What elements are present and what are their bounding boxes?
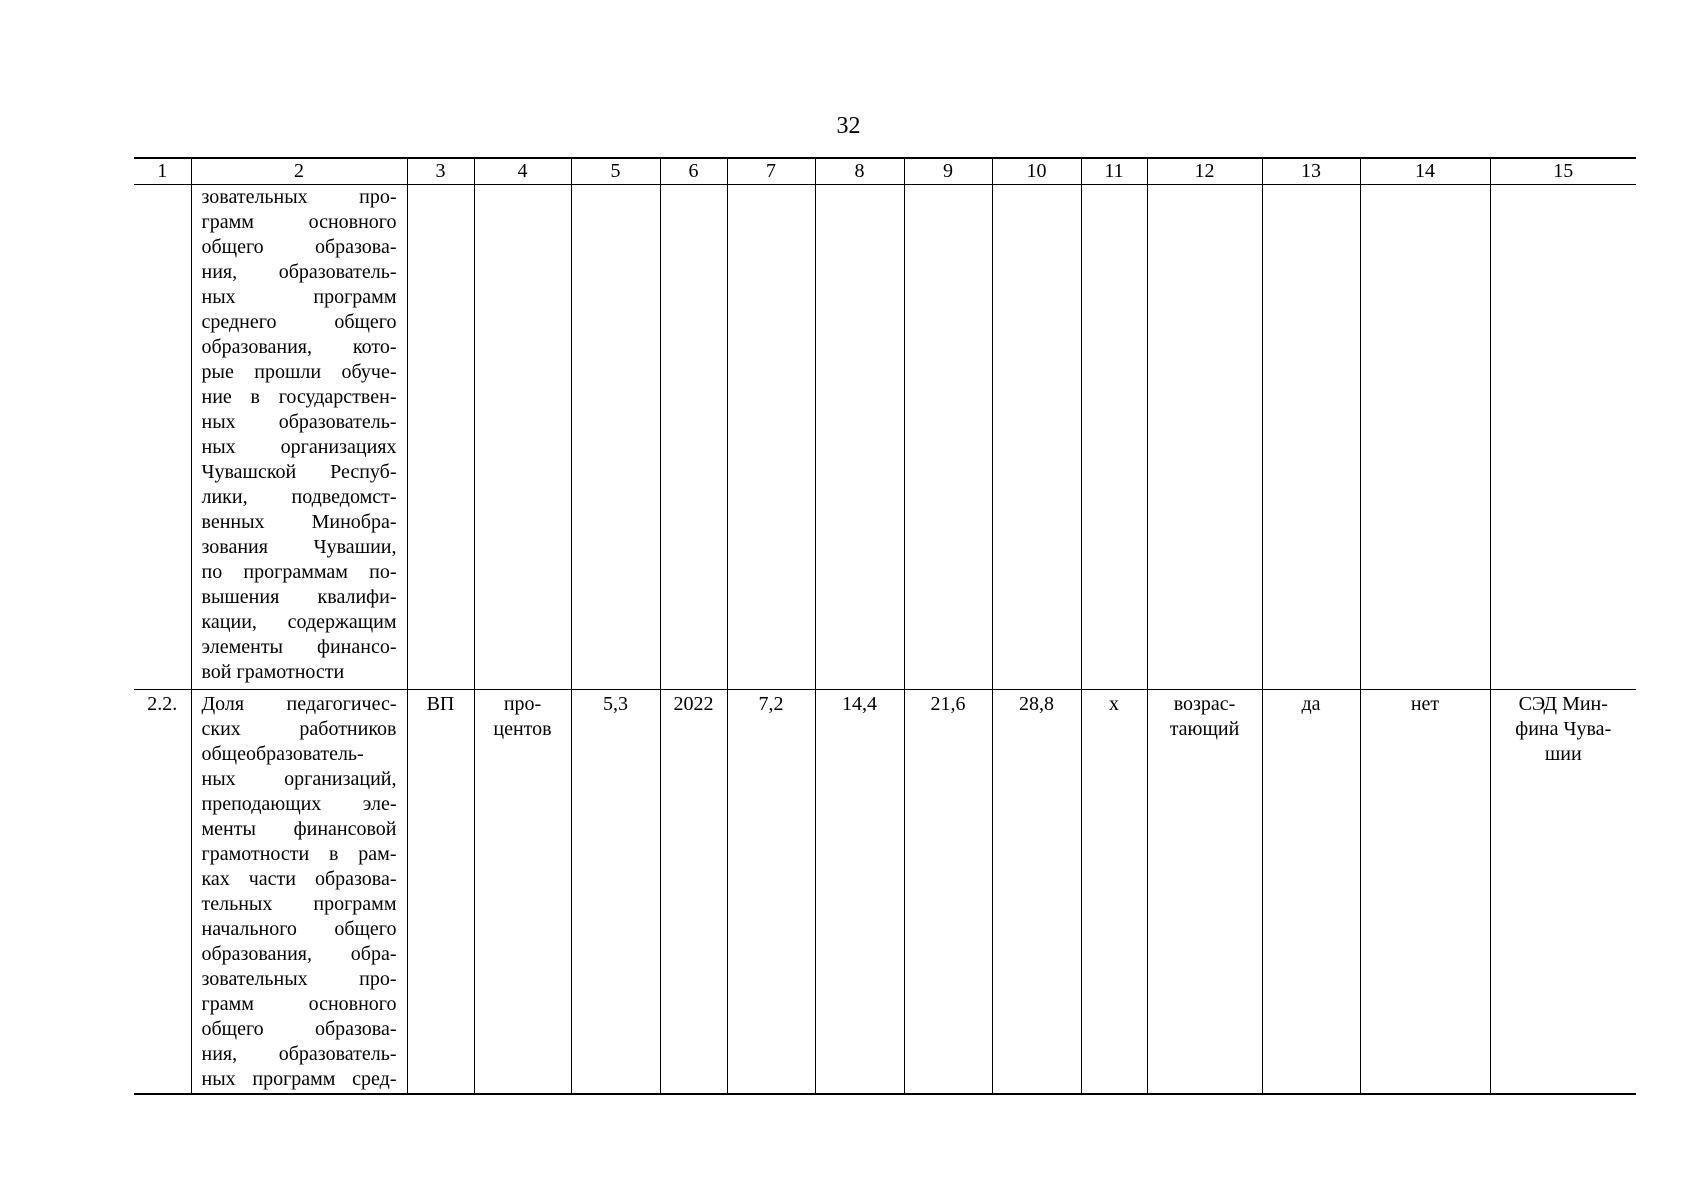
- trend-line: возрас-: [1173, 693, 1236, 715]
- column-header: 6: [660, 158, 727, 185]
- description-line: ских работников: [201, 718, 397, 740]
- cell-col13: да: [1262, 690, 1360, 1095]
- column-header: 13: [1262, 158, 1360, 185]
- cell-description: [191, 690, 407, 1095]
- column-header: 5: [571, 158, 660, 185]
- cell-trend: [1147, 690, 1262, 1095]
- cell-empty: [474, 185, 571, 690]
- description-line: тельных программ: [201, 893, 397, 915]
- description-line: лики, подведомст-: [201, 486, 397, 508]
- column-header: 11: [1081, 158, 1147, 185]
- description-line: ния, образователь-: [201, 261, 397, 283]
- description-line: зования Чувашии,: [201, 536, 397, 558]
- column-header: 3: [407, 158, 474, 185]
- cell-empty: [1147, 185, 1262, 690]
- description-line: кации, содержащим: [201, 611, 397, 633]
- header-row: [134, 158, 1636, 185]
- description-line: Чувашской Респуб-: [201, 461, 397, 483]
- cell-col14: нет: [1360, 690, 1490, 1095]
- column-header: 4: [474, 158, 571, 185]
- cell-empty: [904, 185, 992, 690]
- source-line: шии: [1544, 743, 1582, 765]
- column-header: 2: [191, 158, 407, 185]
- column-header: 1: [134, 158, 191, 185]
- description-line: грамм основного: [201, 993, 397, 1015]
- indicators-table: [134, 157, 1636, 1095]
- cell-col7: 7,2: [727, 690, 815, 1095]
- cell-empty: [1490, 185, 1636, 690]
- cell-empty: [407, 185, 474, 690]
- cell-empty: [815, 185, 904, 690]
- description-line: начального общего: [201, 918, 397, 940]
- cell-empty: [1262, 185, 1360, 690]
- description-line: ных организациях: [201, 436, 397, 458]
- description-line: зовательных про-: [201, 186, 397, 208]
- column-header: 12: [1147, 158, 1262, 185]
- description-line: грамотности в рам-: [201, 843, 397, 865]
- cell-col11: х: [1081, 690, 1147, 1095]
- description-line: ных организаций,: [201, 768, 397, 790]
- cell-empty: [571, 185, 660, 690]
- description-line: Доля педагогичес-: [201, 693, 397, 715]
- table-row-continuation: [134, 185, 1636, 690]
- cell-empty: [1081, 185, 1147, 690]
- column-header: 15: [1490, 158, 1636, 185]
- description-line: вой грамотности: [201, 661, 345, 683]
- cell-col9: 21,6: [904, 690, 992, 1095]
- cell-empty: [992, 185, 1081, 690]
- description-line: среднего общего: [201, 311, 397, 333]
- cell-col10: 28,8: [992, 690, 1081, 1095]
- unit-line: центов: [493, 718, 552, 740]
- description-line: ных программ сред-: [201, 1068, 397, 1090]
- description-line: ние в государствен-: [201, 386, 397, 408]
- description-line: ках части образова-: [201, 868, 397, 890]
- description-line: рые прошли обуче-: [201, 361, 397, 383]
- description-line: грамм основного: [201, 211, 397, 233]
- description-line: общего образова-: [201, 236, 397, 258]
- cell-col5: 5,3: [571, 690, 660, 1095]
- table-row-2-2: [134, 690, 1636, 1095]
- description-line: венных Минобра-: [201, 511, 397, 533]
- cell-col3: ВП: [407, 690, 474, 1095]
- column-header: 8: [815, 158, 904, 185]
- column-header: 9: [904, 158, 992, 185]
- cell-number: 2.2.: [134, 690, 191, 1095]
- description-line: ния, образователь-: [201, 1043, 397, 1065]
- description-line: элементы финансо-: [201, 636, 397, 658]
- column-header: 7: [727, 158, 815, 185]
- source-line: СЭД Мин-: [1518, 693, 1608, 715]
- cell-empty: [1360, 185, 1490, 690]
- cell-col6: 2022: [660, 690, 727, 1095]
- description-line: преподающих эле-: [201, 793, 397, 815]
- trend-line: тающий: [1169, 718, 1240, 740]
- description-line: зовательных про-: [201, 968, 397, 990]
- page-number: 32: [836, 113, 861, 139]
- description-line: менты финансовой: [201, 818, 397, 840]
- unit-line: про-: [503, 693, 542, 715]
- cell-unit: [474, 690, 571, 1095]
- description-line: ных образователь-: [201, 411, 397, 433]
- cell-empty: [660, 185, 727, 690]
- cell-number: [134, 185, 191, 690]
- cell-empty: [727, 185, 815, 690]
- column-header: 14: [1360, 158, 1490, 185]
- description-line: по программам по-: [201, 561, 397, 583]
- cell-source: [1490, 690, 1636, 1095]
- cell-description: [191, 185, 407, 690]
- description-line: образования, кото-: [201, 336, 397, 358]
- cell-col8: 14,4: [815, 690, 904, 1095]
- description-line: ных программ: [201, 286, 397, 308]
- description-line: вышения квалифи-: [201, 586, 397, 608]
- source-line: фина Чува-: [1515, 718, 1612, 740]
- description-line: общеобразователь-: [201, 743, 364, 765]
- description-line: общего образова-: [201, 1018, 397, 1040]
- column-header: 10: [992, 158, 1081, 185]
- description-line: образования, обра-: [201, 943, 397, 965]
